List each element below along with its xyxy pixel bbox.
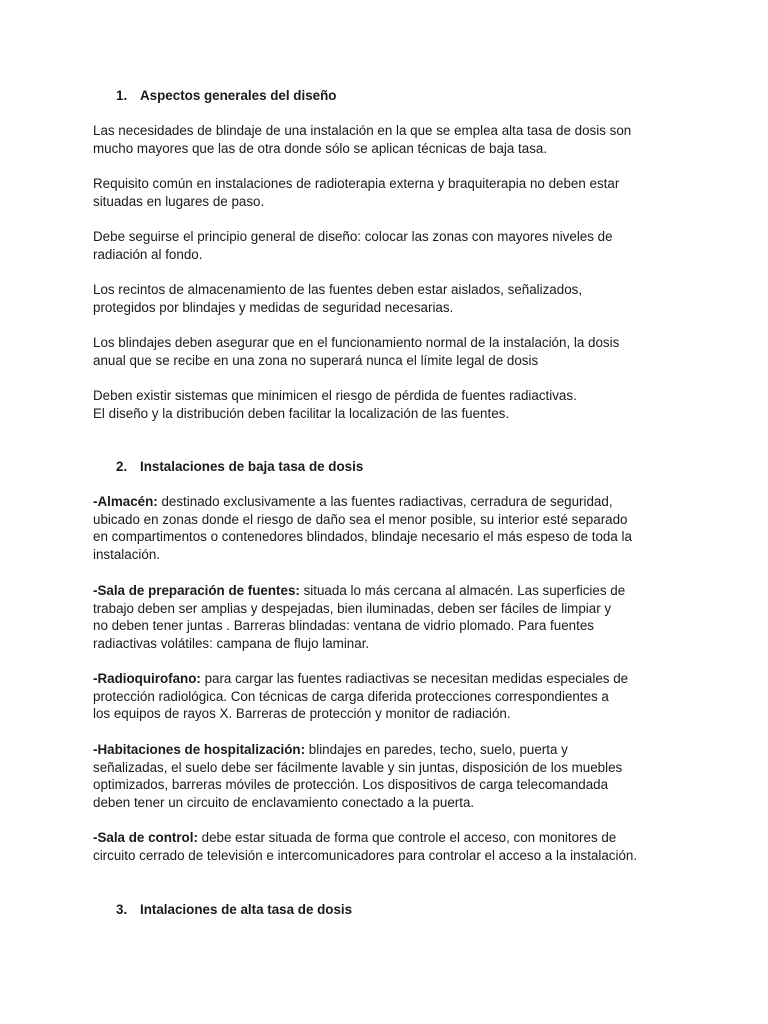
paragraph-term: -Habitaciones de hospitalización: bbox=[93, 742, 306, 757]
paragraph-line: Deben existir sistemas que minimicen el riesgo de pérdida de fuentes radiactivas. bbox=[93, 388, 577, 403]
paragraph-term: -Radioquirofano: bbox=[93, 671, 201, 686]
paragraph-line: Requisito común en instalaciones de radioterapia externa y braquiterapia no deben estar bbox=[93, 176, 620, 191]
paragraph-line bbox=[93, 829, 693, 847]
paragraph-line: optimizados, barreras móviles de protección. Los dispositivos de carga telecomandada bbox=[93, 777, 609, 793]
paragraph bbox=[93, 493, 693, 563]
paragraph bbox=[93, 334, 693, 369]
paragraph-line bbox=[93, 670, 693, 688]
paragraph bbox=[93, 582, 693, 652]
paragraph-line: radiación al fondo. bbox=[93, 246, 203, 262]
paragraph-line: radiactivas volátiles: campana de flujo laminar. bbox=[93, 635, 370, 651]
section-number: 3. bbox=[116, 902, 128, 917]
paragraph-line: Debe seguirse el principio general de diseño: colocar las zonas con mayores niveles de bbox=[93, 229, 613, 244]
paragraph-line: en compartimentos o contenedores blindados, blindaje necesario el más espeso de toda la bbox=[93, 529, 632, 545]
paragraph bbox=[93, 670, 693, 723]
paragraph-text: para cargar las fuentes radiactivas se necesitan medidas especiales de bbox=[200, 671, 629, 686]
paragraph-line: señalizadas, el suelo debe ser fácilmente lavable y sin juntas, disposición de los muebles bbox=[93, 759, 623, 775]
paragraph-line: trabajo deben ser amplias y despejadas, bien iluminadas, deben ser fáciles de limpiar y bbox=[93, 600, 612, 616]
paragraph-text: blindajes en paredes, techo, suelo, puerta y bbox=[305, 742, 568, 757]
paragraph-line: no deben tener juntas . Barreras blindadas: ventana de vidrio plomado. Para fuentes bbox=[93, 618, 594, 634]
paragraph-text: destinado exclusivamente a las fuentes radiactivas, cerradura de seguridad, bbox=[157, 494, 613, 509]
paragraph-line: situadas en lugares de paso. bbox=[93, 193, 265, 209]
paragraph-line: circuito cerrado de televisión e intercomunicadores para controlar el acceso a la instalación. bbox=[93, 847, 638, 863]
paragraph-line: Los recintos de almacenamiento de las fuentes deben estar aislados, señalizados, bbox=[93, 282, 583, 297]
section-title: Intalaciones de alta tasa de dosis bbox=[140, 902, 353, 917]
paragraph-line: Los blindajes deben asegurar que en el funcionamiento normal de la instalación, la dosis bbox=[93, 335, 620, 350]
paragraph-line: instalación. bbox=[93, 546, 160, 562]
paragraph-text: situada lo más cercana al almacén. Las superficies de bbox=[299, 583, 626, 598]
section-title: Aspectos generales del diseño bbox=[140, 88, 337, 103]
paragraph bbox=[93, 281, 693, 316]
paragraph-line: El diseño y la distribución deben facilitar la localización de las fuentes. bbox=[93, 405, 510, 421]
section-heading bbox=[116, 87, 336, 105]
section-heading bbox=[116, 458, 363, 476]
paragraph-term: -Sala de control: bbox=[93, 830, 198, 845]
paragraph-line bbox=[93, 741, 693, 759]
paragraph bbox=[93, 122, 693, 157]
paragraph-line: deben tener un circuito de enclavamiento conectado a la puerta. bbox=[93, 794, 475, 810]
paragraph-text: debe estar situada de forma que controle el acceso, con monitores de bbox=[197, 830, 617, 845]
section-number: 1. bbox=[116, 88, 128, 103]
paragraph-line: protegidos por blindajes y medidas de seguridad necesarias. bbox=[93, 299, 454, 315]
paragraph-line: anual que se recibe en una zona no superará nunca el límite legal de dosis bbox=[93, 352, 539, 368]
section-title: Instalaciones de baja tasa de dosis bbox=[140, 459, 364, 474]
paragraph bbox=[93, 228, 693, 263]
paragraph-line: Las necesidades de blindaje de una instalación en la que se emplea alta tasa de dosis son bbox=[93, 123, 632, 138]
paragraph-term: -Sala de preparación de fuentes: bbox=[93, 583, 300, 598]
paragraph bbox=[93, 741, 693, 811]
paragraph-line bbox=[93, 493, 693, 511]
paragraph-line: mucho mayores que las de otra donde sólo se aplican técnicas de baja tasa. bbox=[93, 140, 548, 156]
section-heading bbox=[116, 901, 352, 919]
section-number: 2. bbox=[116, 459, 128, 474]
paragraph-line bbox=[93, 582, 693, 600]
paragraph-term: -Almacén: bbox=[93, 494, 158, 509]
paragraph bbox=[93, 387, 693, 422]
paragraph bbox=[93, 829, 693, 864]
paragraph bbox=[93, 175, 693, 210]
paragraph-line: protección radiológica. Con técnicas de carga diferida protecciones correspondientes a bbox=[93, 688, 609, 704]
paragraph-line: los equipos de rayos X. Barreras de protección y monitor de radiación. bbox=[93, 706, 511, 722]
paragraph-line: ubicado en zonas donde el riesgo de daño sea el menor posible, su interior esté separado bbox=[93, 511, 628, 527]
